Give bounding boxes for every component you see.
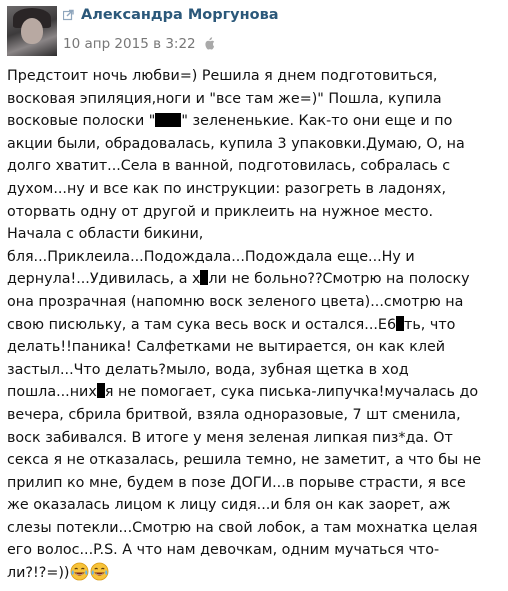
text-line [7,449,501,472]
text-line [7,65,501,88]
text-segment: же оказалась лицом к лицу сидя...и бля он как заорет, аж [7,497,451,514]
text-line [7,472,501,495]
apple-icon [204,37,215,50]
text-line [7,155,501,178]
text-segment: " зелененькие. Как-то они еще и по [181,113,453,130]
censor-bar [396,316,404,331]
text-segment: пошла...них [7,384,97,401]
text-line [7,336,501,359]
text-segment: Начала с области бикини, [7,226,204,243]
text-segment: ли не больно??Смотрю на полоску [208,271,470,288]
text-segment: она прозрачная (напомню воск зеленого цвета)...смотрю на [7,293,464,310]
avatar-face [21,18,43,44]
censor-bar [97,383,105,398]
text-segment: его волос...P.S. А что нам девочкам, одним мучаться что- [7,542,440,559]
tears-of-joy-emoji-icon [70,562,89,581]
text-segment: слезы потекли...Смотрю на свой лобок, а там мохнатка целая [7,519,478,536]
text-segment: застыл...Что делать?мыло, вода, зубная щетка в ход [7,361,409,378]
text-line [7,223,501,246]
text-segment: дернула!...Удивилась, а х [7,271,201,288]
text-line [7,381,501,404]
text-line [7,314,501,337]
text-line [7,133,501,156]
text-segment: секса я не отказалась, решила темно, не заметит, а что бы не [7,452,482,469]
text-segment: духом...ну и все как по инструкции: разогреть в ладонях, [7,180,447,197]
text-line [7,427,501,450]
text-segment: акции были, обрадовалась, купила 3 упаковки.Думаю, О, на [7,135,465,152]
repost-icon [63,9,75,21]
text-segment: Предстоит ночь любви=) Решила я днем подготовиться, [7,68,438,84]
text-line [7,359,501,382]
text-segment: я не помогает, сука писька-липучка!мучалась до [104,384,479,401]
post-date-link[interactable]: 10 апр 2015 в 3:22 [63,36,196,52]
avatar[interactable] [7,6,57,56]
post-meta [63,33,215,52]
text-line [7,404,501,427]
author-name-link[interactable]: Александра Моргунова [81,7,279,23]
text-line [7,539,501,562]
text-line [7,494,501,517]
text-segment: восковая эпиляция,ноги и "все там же=)" Пошла, купила [7,90,442,107]
text-line [7,178,501,201]
text-line [7,268,501,291]
text-line [7,201,501,224]
text-segment: бля...Приклеила...Подождала...Подождала еще...Ну и [7,248,415,265]
text-segment: вечера, сбрила бритвой, взяла одноразовые, 7 шт сменила, [7,406,461,423]
text-segment: свою писюльку, а там сука весь воск и остался...Е6 [7,316,397,333]
censor-bar [155,113,181,127]
post-text [7,65,501,585]
text-segment: прилип ко мне, будем в позе ДОГИ...в порыве страсти, я все [7,474,466,491]
text-segment: делать!!паника! Салфетками не вытирается, он как клей [7,339,446,356]
tears-of-joy-emoji-icon [90,562,109,581]
text-segment: воск забивался. В итоге у меня зеленая липкая пиз*да. От [7,429,453,446]
text-segment: долго хватит...Села в ванной, подготовилась, собралась с [7,158,451,175]
text-line [7,562,501,585]
text-segment: восковые полоски " [7,113,156,130]
text-line [7,517,501,540]
text-segment: ли?!?=)) [7,565,70,582]
text-line [7,246,501,269]
text-line [7,110,501,133]
text-line [7,291,501,314]
text-segment: оторвать одну от другой и приклеить на нужное место. [7,203,434,220]
text-line [7,88,501,111]
text-segment: ть, что [404,316,456,333]
